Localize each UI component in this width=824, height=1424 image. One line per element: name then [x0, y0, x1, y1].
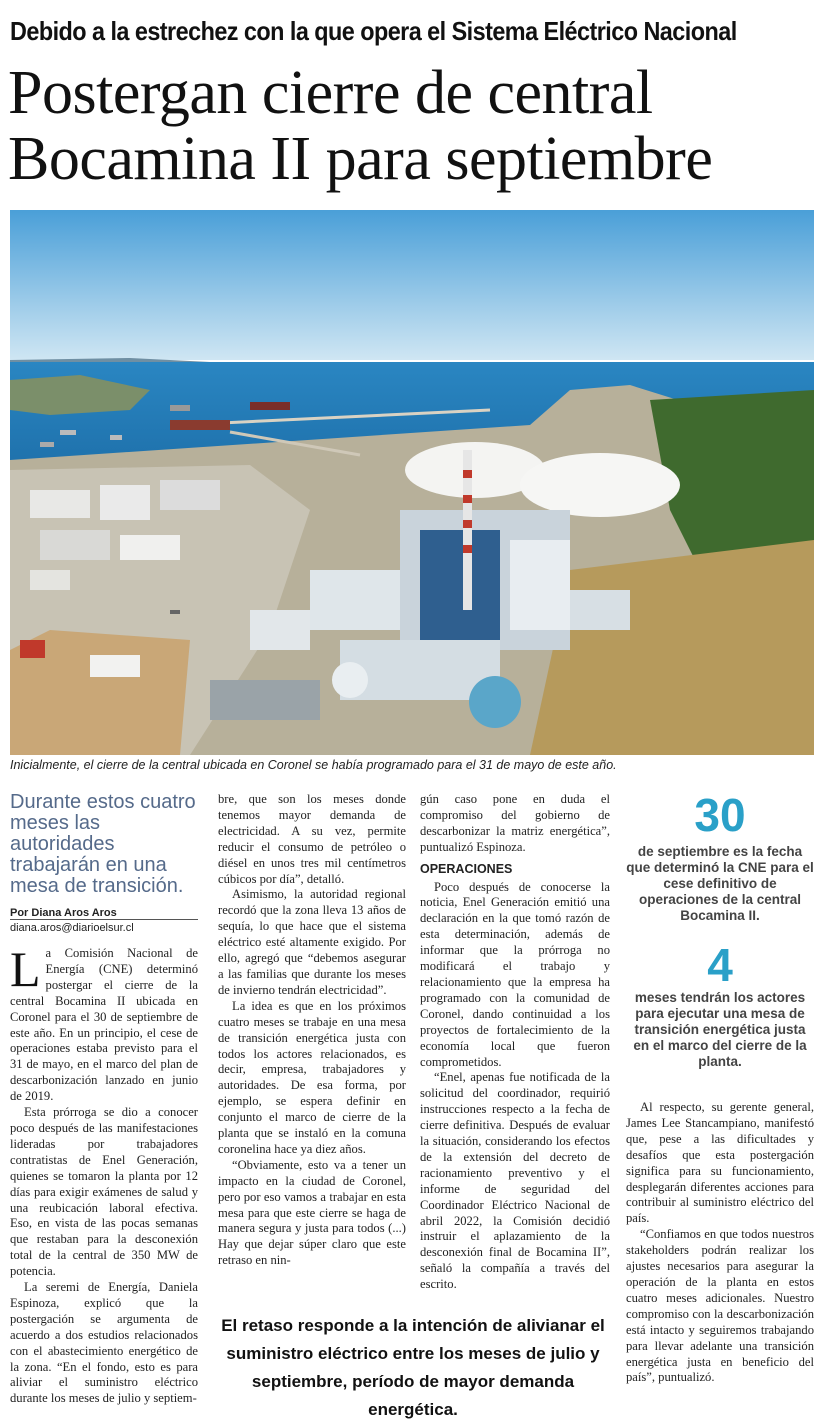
fact-box-1 — [626, 790, 814, 924]
paragraph: La seremi de Energía, Daniela Espinoza, explicó que la postergación se argumenta de acuerdo a dos estudios relacionados con el abastecimiento energético de la zona. “En el fondo, esto es para aliviar el suministro eléctrico durante los meses de julio y septiem- — [10, 1280, 198, 1406]
paragraph: bre, que son los meses donde tenemos mayor demanda de electricidad. A su vez, permite reducir el consumo de petróleo o diésel en unos tres mil centímetros cúbicos por día”, detalló. — [218, 792, 406, 886]
paragraph: gún caso pone en duda el compromiso del gobierno de descarbonizar la matriz energética”, puntualizó Espinoza. — [420, 792, 610, 854]
column-1 — [10, 941, 198, 1407]
paragraph: Asimismo, la autoridad regional recordó que la zona lleva 13 años de sequía, lo que hace que el sistema eléctrico esté altamente exigido. Por ello, agregó que “debemos asegurar a las familias que durante los meses de invierno tendrán electricidad”. — [218, 887, 406, 997]
paragraph — [10, 941, 198, 1105]
paragraph: Esta prórroga se dio a conocer poco después de las manifestaciones lideradas por trabajadores contratistas de Enel Generación, quienes se tomaron la planta por 12 días para exigir exámenes de salud y una reubicación laboral efectiva. Eso, en vista de las pocas semanas que restaban para la desconexión total de la central de 350 MW de potencia. — [10, 1105, 198, 1279]
paragraph-text: a Comisión Nacional de Energía (CNE) determinó postergar el cierre de la central Bocamina II ubicada en Coronel para el 30 de septiembre de este año. En un principio, el cese de operaciones estaba previsto para el 31 de mayo, en el marco del plan de descarbonización lanzado en junio de 2019. — [10, 946, 198, 1104]
paragraph: Poco después de conocerse la noticia, Enel Generación emitió una declaración en la que tomó razón de esta determinación, además de informar que la prórroga no modificará el trabajo y relacionamiento que la empresa ha programado con la comunidad de Coronel, dando continuidad a los proyectos de fortalecimiento de la economía local que fueron comprometidos. — [420, 879, 610, 1069]
headline-line-1: Postergan cierre de central — [8, 59, 653, 127]
author-email: diana.aros@diarioelsur.cl — [10, 922, 134, 934]
fact-number: 4 — [707, 939, 733, 991]
paragraph: “Enel, apenas fue notificada de la solicitud del coordinador, requirió instrucciones respecto a la fecha de cierre definitiva. Después de evaluar la situación, considerando los efectos de la extensión del decreto de racionamiento preventivo y el informe de seguridad del Coordinador Eléctrico Nacional de abril 2022, la Comisión decidió instruir el aplazamiento de la desconexión final de Bocamina II”, señaló la compañía a través del escrito. — [420, 1070, 610, 1292]
photo-caption: Inicialmente, el cierre de la central ubicada en Coronel se había programado para el 31 de mayo de este año. — [10, 758, 617, 772]
headline-line-2: Bocamina II para septiembre — [8, 125, 713, 193]
subheading: OPERACIONES — [420, 861, 513, 876]
paragraph: Al respecto, su gerente general, James Lee Stancampiano, manifestó que, pese a las dificultades y desafíos que esta postergación significa para su funcionamiento, desplegarán diferentes acciones para contribuir al suministro eléctrico del país. — [626, 1100, 814, 1226]
fact-text: meses tendrán los actores para ejecutar una mesa de transición energética justa en el marco del cierre de la planta. — [633, 990, 807, 1069]
lead-text: Durante estos cuatro meses las autoridades trabajarán en una mesa de transición. — [10, 791, 196, 897]
power-plant-aerial-photo — [10, 210, 814, 755]
fact-text: de septiembre es la fecha que determinó la CNE para el cese definitivo de operaciones de la central Bocamina II. — [626, 844, 814, 923]
kicker: Debido a la estrechez con la que opera el Sistema Eléctrico Nacional — [10, 16, 737, 46]
drop-cap: L — [10, 941, 41, 997]
paragraph: “Confiamos en que todos nuestros stakeholders podrán realizar los ajustes necesarios para asegurar la operación de la planta en estos cuatro meses adicionales. Nuestro compromiso con la descarbonización está intacto y seguiremos trabajando para llevar adelante una transición energética justa en beneficio del país”, puntualizó. — [626, 1227, 814, 1385]
pull-quote: El retaso responde a la intención de alivianar el suministro eléctrico entre los meses de julio y septiembre, período de mayor demanda energética. — [221, 1316, 605, 1419]
headline — [8, 60, 712, 192]
paragraph: “Obviamente, esto va a tener un impacto en la ciudad de Coronel, pero por eso vamos a trabajar en esta mesa para que este cierre se haga de manera segura y justa para todos (...) Hay que dejar súper claro que este retraso en nin- — [218, 1157, 406, 1268]
fact-number: 30 — [694, 789, 746, 841]
byline: Por Diana Aros Aros — [10, 907, 117, 919]
column-3 — [420, 792, 610, 1293]
column-2 — [218, 792, 406, 1269]
paragraph: La idea es que en los próximos cuatro meses se trabaje en una mesa de transición energética justa con todos los actores relacionados, es decir, empresa, trabajadores y autoridades. De esa forma, por ejemplo, se espera definir en conjunto el marco de cierre de la planta que se instaló en la comuna coronelina hace ya diez años. — [218, 998, 406, 1156]
fact-box-2 — [626, 940, 814, 1070]
column-4 — [626, 1100, 814, 1386]
byline-divider — [10, 919, 198, 920]
